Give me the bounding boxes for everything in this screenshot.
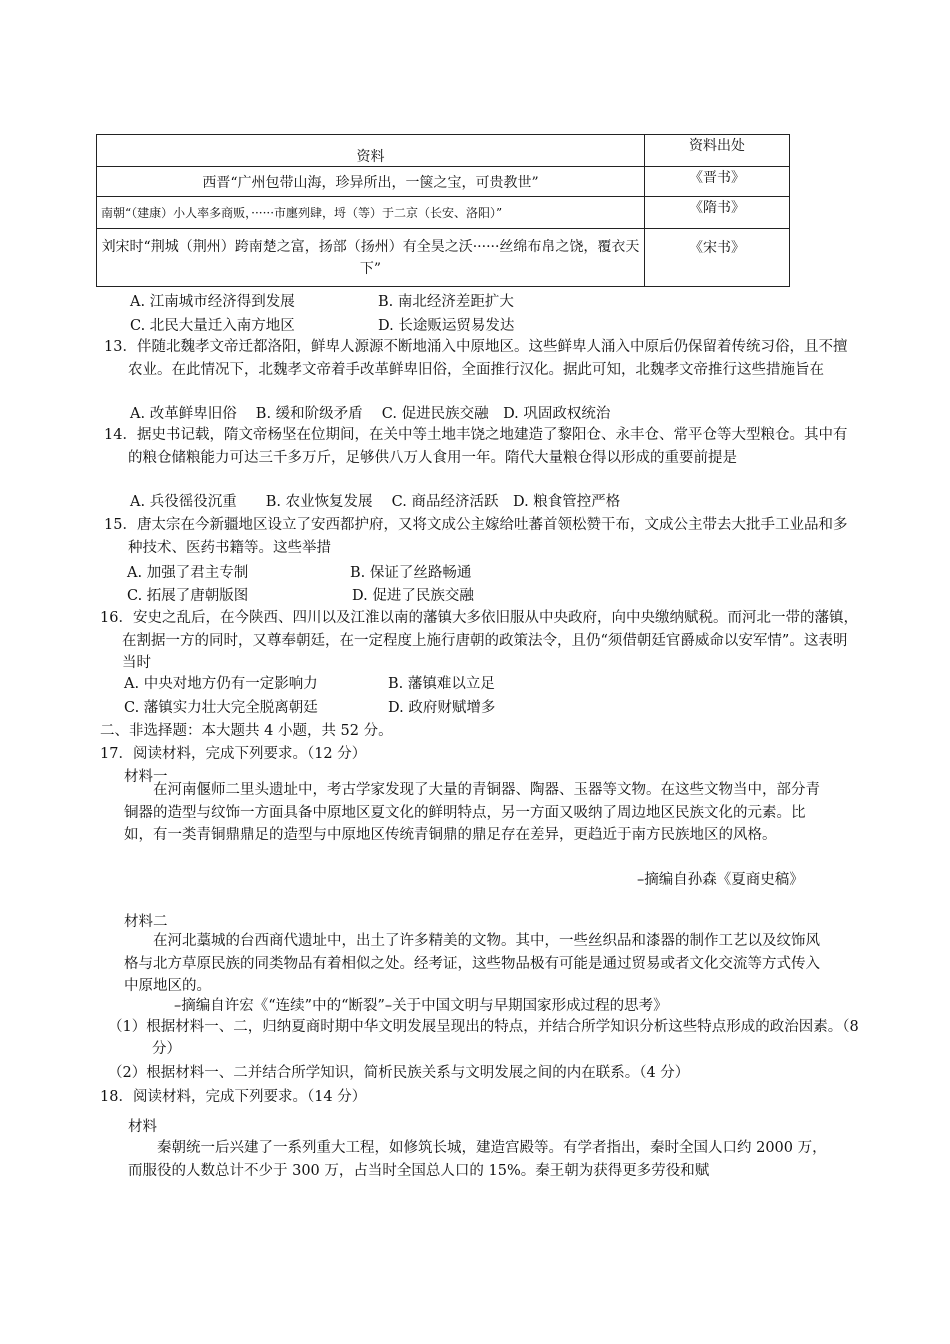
q17-subquestion-2: （2）根据材料一、二并结合所学知识，简析民族关系与文明发展之间的内在联系。（4 分） bbox=[108, 1065, 690, 1081]
q17-material1-label: 材料一 bbox=[124, 769, 168, 785]
q13-options: A. 改革鲜卑旧俗 B. 缓和阶级矛盾 C. 促进民族交融 D. 巩固政权统治 bbox=[130, 406, 611, 422]
q17-material2-label: 材料二 bbox=[124, 914, 168, 930]
q15-stem: 15．唐太宗在今新疆地区设立了安西都护府，又将文成公主嫁给吐蕃首领松赞干布，文成公主带去大批手工业品和多种技术、医药书籍等。这些举措 bbox=[104, 517, 848, 556]
q18-material-label: 材料 bbox=[128, 1119, 157, 1135]
q17-subquestion-1: （1）根据材料一、二，归纳夏商时期中华文明发展呈现出的特点，并结合所学知识分析这些特点形成的政治因素。（8分） bbox=[108, 1019, 859, 1057]
table-header-source: 资料出处 bbox=[645, 135, 790, 167]
table-header-material: 资料 bbox=[97, 135, 645, 167]
q16-stem: 16．安史之乱后，在今陕西、四川以及江淮以南的藩镇大多依旧服从中央政府，向中央缴纳赋税。而河北一带的藩镇，在割据一方的同时，又尊奉朝廷，在一定程度上施行唐朝的政策法令，且仍“须借朝廷官爵威命以安军情”。这表明当时 bbox=[100, 610, 858, 671]
table-row-3-source: 《宋书》 bbox=[645, 229, 790, 287]
q12-option-b: B. 南北经济差距扩大 bbox=[378, 294, 514, 310]
q12-option-d: D. 长途贩运贸易发达 bbox=[378, 318, 515, 334]
q15-option-d: D. 促进了民族交融 bbox=[352, 588, 474, 604]
q14-options: A. 兵役徭役沉重 B. 农业恢复发展 C. 商品经济活跃 D. 粮食管控严格 bbox=[130, 494, 621, 510]
table-row-1-source: 《晋书》 bbox=[645, 167, 790, 197]
table-row-2-text: 南朝“（建康）小人率多商贩，······市廛列肆，埒（等）于二京（长安、洛阳）” bbox=[97, 197, 645, 229]
q18-title: 18．阅读材料，完成下列要求。（14 分） bbox=[100, 1089, 367, 1105]
q17-material2-source: –摘编自许宏《“连续”中的“断裂”–关于中国文明与早期国家形成过程的思考》 bbox=[174, 998, 668, 1014]
q17-material2-text: 在河北藁城的台西商代遗址中，出土了许多精美的文物。其中，一些丝织品和漆器的制作工艺以及纹饰风格与北方草原民族的同类物品有着相似之处。经考证，这些物品极有可能是通过贸易或者文化交流等方式传入中原地区的。 bbox=[124, 933, 820, 994]
q15-option-a: A. 加强了君主专制 bbox=[127, 565, 249, 581]
section-heading: 二、非选择题：本大题共 4 小题，共 52 分。 bbox=[100, 723, 393, 739]
q17-material1-text: 在河南偃师二里头遗址中，考古学家发现了大量的青铜器、陶器、玉器等文物。在这些文物当中，部分青铜器的造型与纹饰一方面具备中原地区夏文化的鲜明特点，另一方面又吸纳了周边地区民族文化的元素。比如，有一类青铜鼎鼎足的造型与中原地区传统青铜鼎的鼎足存在差异，更趋近于南方民族地区的风格。 bbox=[124, 782, 820, 843]
q17-title: 17．阅读材料，完成下列要求。（12 分） bbox=[100, 746, 367, 762]
q16-option-d: D. 政府财赋增多 bbox=[388, 700, 496, 716]
q16-option-b: B. 藩镇难以立足 bbox=[388, 676, 495, 692]
q16-option-c: C. 藩镇实力壮大完全脱离朝廷 bbox=[124, 700, 318, 716]
q16-option-a: A. 中央对地方仍有一定影响力 bbox=[124, 676, 318, 692]
table-row-1-text: 西晋“广州包带山海，珍异所出，一箧之宝，可贵教世” bbox=[97, 167, 645, 197]
q12-option-c: C. 北民大量迁入南方地区 bbox=[130, 318, 295, 334]
table-row-2-source: 《隋书》 bbox=[645, 197, 790, 229]
q15-option-c: C. 拓展了唐朝版图 bbox=[127, 588, 249, 604]
table-row-3-text: 刘宋时“荆城（荆州）跨南楚之富，扬部（扬州）有全昊之沃······丝绵布帛之饶，覆衣天下” bbox=[97, 229, 645, 287]
q13-stem: 13．伴随北魏孝文帝迁都洛阳，鲜卑人源源不断地涌入中原地区。这些鲜卑人涌入中原后仍保留着传统习俗，且不擅农业。在此情况下，北魏孝文帝着手改革鲜卑旧俗，全面推行汉化。据此可知，北魏孝文帝推行这些措施旨在 bbox=[104, 339, 848, 378]
q15-option-b: B. 保证了丝路畅通 bbox=[350, 565, 472, 581]
source-table bbox=[96, 134, 790, 287]
q14-stem: 14．据史书记载，隋文帝杨坚在位期间，在关中等土地丰饶之地建造了黎阳仓、永丰仓、常平仓等大型粮仓。其中有的粮仓储粮能力可达三千多万斤，足够供八万人食用一年。隋代大量粮仓得以形成的重要前提是 bbox=[104, 427, 848, 466]
q17-material1-source: –摘编自孙森《夏商史稿》 bbox=[637, 872, 804, 888]
q12-option-a: A. 江南城市经济得到发展 bbox=[130, 294, 295, 310]
q18-material-text: 秦朝统一后兴建了一系列重大工程，如修筑长城，建造宫殿等。有学者指出，秦时全国人口约 2000 万，而服役的人数总计不少于 300 万，占当时全国总人口的 15%。秦王朝为获得更多劳役和赋 bbox=[128, 1140, 827, 1179]
